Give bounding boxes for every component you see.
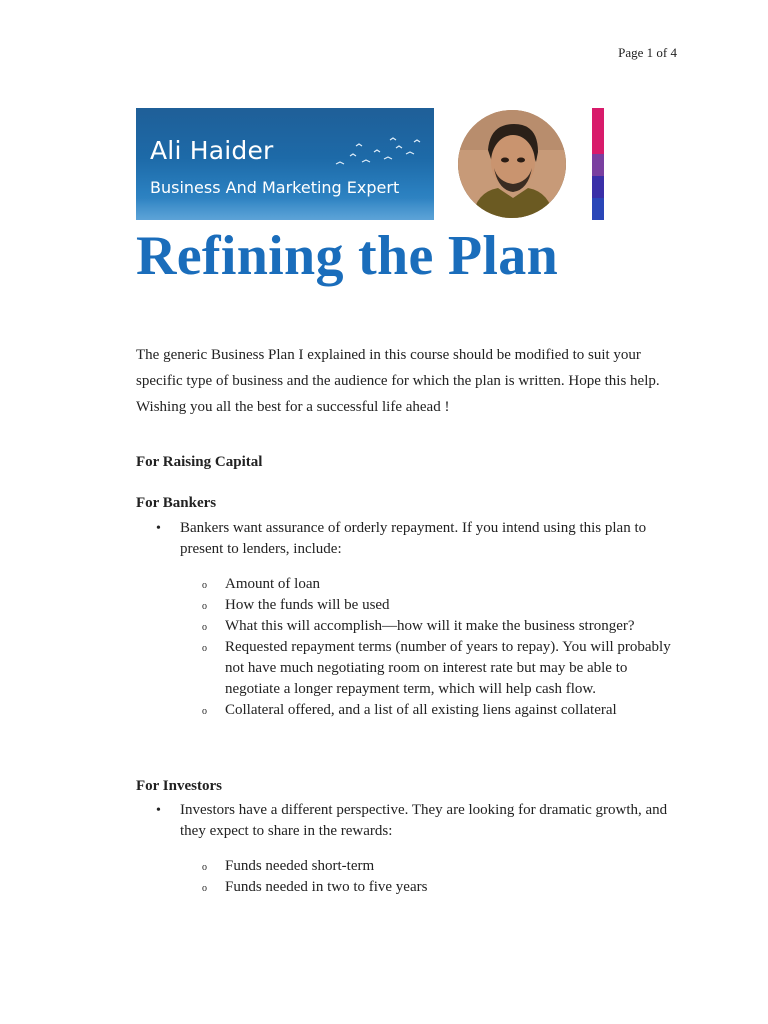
portrait-graphic — [458, 110, 566, 218]
list-item: o How the funds will be used — [180, 595, 676, 616]
accent-bar-blue — [592, 198, 604, 220]
intro-paragraph: The generic Business Plan I explained in this course should be modified to suit your specific type of business and the audience for which the plan is written. Hope this help. Wishing you all the best for a successful life ahead ! — [136, 347, 660, 415]
birds-graphic — [332, 134, 422, 174]
investors-bullet-text: Investors have a different perspective. They are looking for dramatic growth, and they expect to share in the rewards: — [180, 802, 668, 839]
list-item: o Funds needed short-term — [180, 856, 676, 877]
accent-bar-pink — [592, 108, 604, 154]
page-title: Refining the Plan — [136, 225, 559, 287]
list-item: o What this will accomplish—how will it make the business stronger? — [180, 616, 676, 637]
accent-color-bar — [592, 108, 604, 220]
bankers-sub-list — [180, 574, 676, 721]
avatar — [458, 110, 566, 218]
investors-list — [136, 800, 676, 898]
author-banner — [136, 108, 434, 220]
banner-subtitle: Business And Marketing Expert — [150, 178, 400, 197]
list-item: o Requested repayment terms (number of years to repay). You will probably not have much negotiating room on interest rate but may be able to negotiate a longer repayment term, which will help cash flow. — [180, 637, 676, 700]
list-item: o Amount of loan — [180, 574, 676, 595]
banner-name: Ali Haider — [150, 136, 274, 165]
accent-bar-indigo — [592, 176, 604, 198]
page-number: Page 1 of 4 — [618, 45, 677, 60]
accent-bar-purple — [592, 154, 604, 176]
investors-bullet — [136, 800, 676, 898]
bankers-bullet-text: Bankers want assurance of orderly repayment. If you intend using this plan to present to lenders, include: — [180, 520, 647, 557]
list-item: o Funds needed in two to five years — [180, 877, 676, 898]
bankers-list — [136, 518, 676, 721]
section-heading-investors: For Investors — [136, 778, 222, 794]
section-heading-raising-capital: For Raising Capital — [136, 454, 263, 470]
photo-area — [434, 108, 592, 220]
bankers-bullet — [136, 518, 676, 721]
section-heading-bankers: For Bankers — [136, 495, 217, 511]
list-item: o Collateral offered, and a list of all existing liens against collateral — [180, 700, 676, 721]
investors-sub-list — [180, 856, 676, 898]
